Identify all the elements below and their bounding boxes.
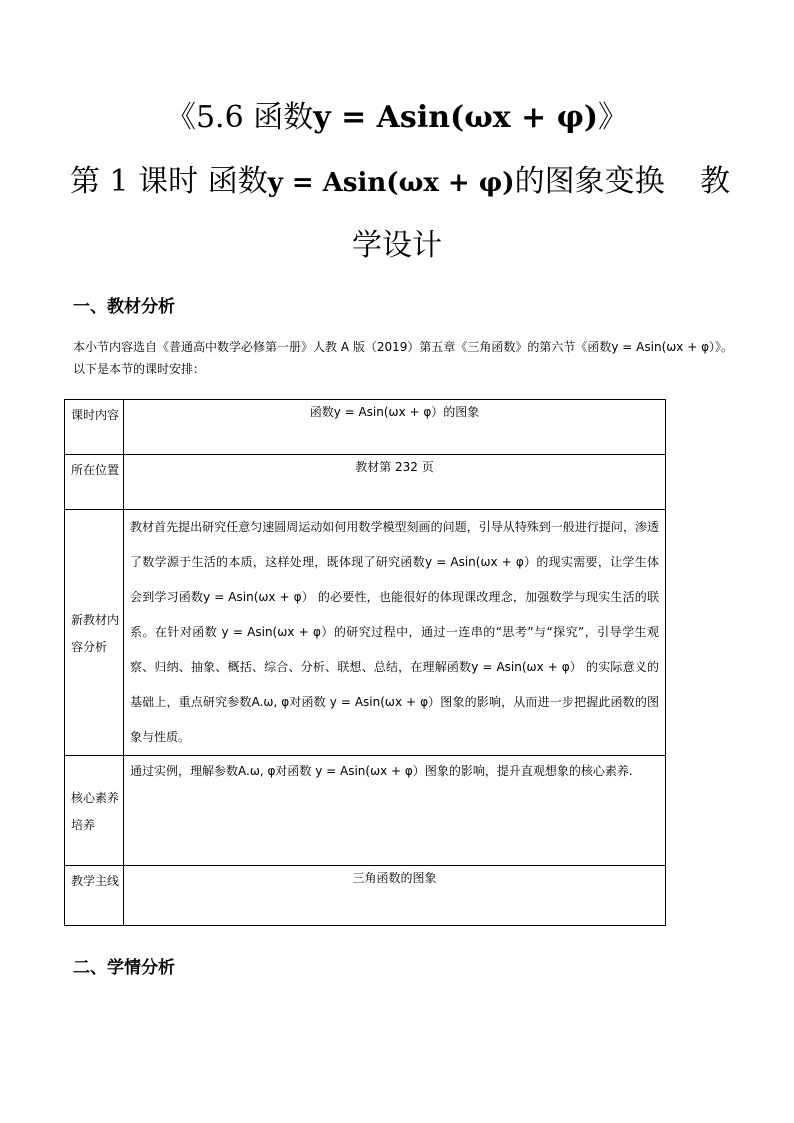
section-heading-textbook-analysis: 一、教材分析 xyxy=(73,297,175,317)
subtitle-suffix: 的图象变换 xyxy=(514,164,665,199)
title-formula: y = Asin(ωx + φ) xyxy=(313,100,599,135)
subtitle-prefix: 第 1 课时 函数 xyxy=(70,164,268,199)
table-row xyxy=(65,866,666,926)
subtitle-formula: y = Asin(ωx + φ) xyxy=(267,168,515,198)
table-row xyxy=(65,510,666,756)
lesson-info-table xyxy=(64,399,666,926)
section-intro-paragraph: 本小节内容选自《普通高中数学必修第一册》人教 A 版（2019）第五章《三角函数》的第六节《函数y = Asin(ωx + φ）》。以下是本节的课时安排： xyxy=(73,340,733,376)
row-value: 通过实例，理解参数A.ω, φ对函数 y = Asin(ωx + φ）图象的影响，提升直观想象的核心素养. xyxy=(124,756,666,866)
document-title-line3: 学设计 xyxy=(352,228,442,263)
title-prefix: 《5.6 函数 xyxy=(165,100,314,135)
title-suffix: 》 xyxy=(598,100,629,135)
row-value: 函数y = Asin(ωx + φ）的图象 xyxy=(124,400,666,455)
document-title-line1 xyxy=(0,98,794,138)
document-title-line2 xyxy=(70,162,730,203)
row-label: 所在位置 xyxy=(65,455,124,510)
table-row xyxy=(65,756,666,866)
row-value: 教材第 232 页 xyxy=(124,455,666,510)
row-label: 课时内容 xyxy=(65,400,124,455)
row-value: 教材首先提出研究任意匀速圆周运动如何用数学模型刻画的问题，引导从特殊到一般进行提问，渗透了数学源于生活的本质，这样处理，既体现了研究函数y = Asin(ωx + φ）的现实需要，让学生体会到学习函数y = Asin(ωx + φ） 的必要性，也能很好的体现课改理念，加强数学与现实生活的联系。在针对函数 y = Asin(ωx + φ）的研究过程中，通过一连串的“思考”与“探究”，引导学生观察、归纳、抽象、概括、综合、分析、联想、总结，在理解函数y = Asin(ωx + φ） 的实际意义的基础上，重点研究参数A.ω, φ对函数 y = Asin(ωx + φ）图象的影响，从而进一步把握此函数的图象与性质。 xyxy=(124,510,666,756)
subtitle-tail: 教 xyxy=(700,164,730,199)
section-heading-student-analysis: 二、学情分析 xyxy=(73,958,175,978)
table-row xyxy=(65,400,666,455)
row-label: 教学主线 xyxy=(65,866,124,926)
row-value: 三角函数的图象 xyxy=(124,866,666,926)
table-row xyxy=(65,455,666,510)
row-label: 新教材内容分析 xyxy=(65,510,124,756)
row-label: 核心素养培养 xyxy=(65,756,124,866)
